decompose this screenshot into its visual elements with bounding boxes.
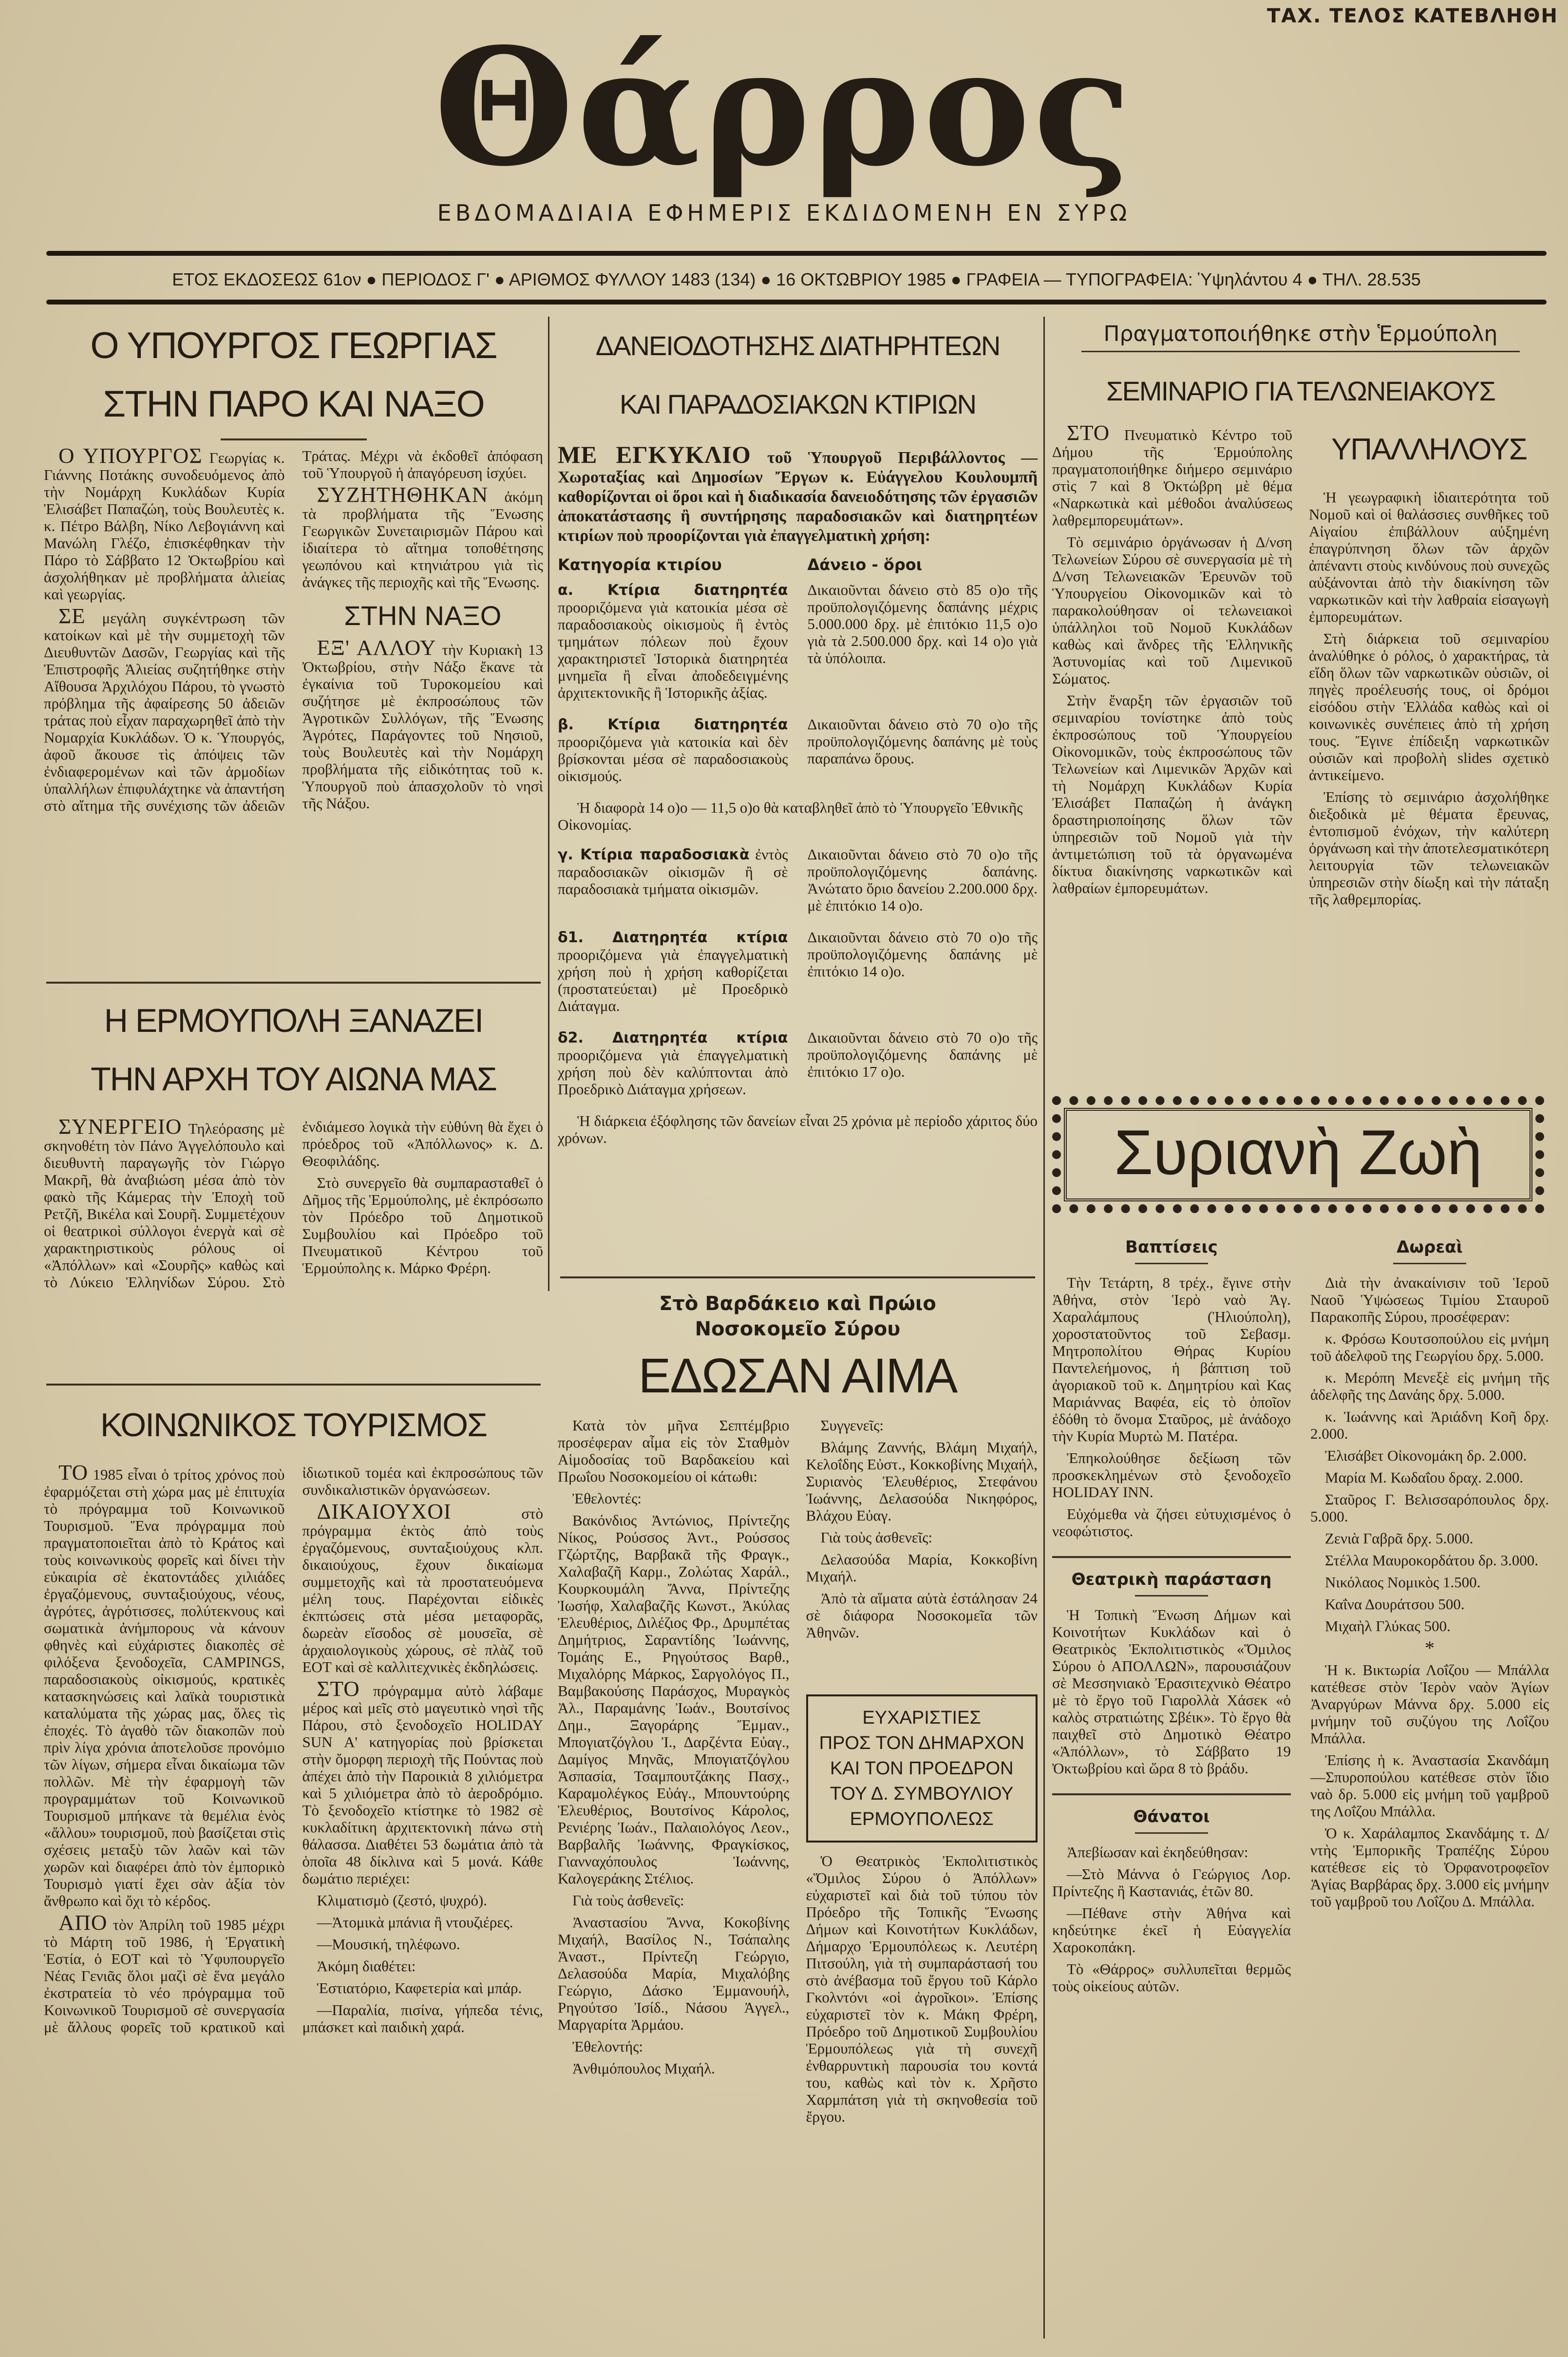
paragraph: Τὸ «Θάρρος» συλλυπεῖται θερμῶς τοὺς οἰκείους αὐτῶν. bbox=[1052, 1960, 1291, 1995]
donations-body bbox=[1310, 1274, 1549, 2336]
thanks-headline-box bbox=[806, 1694, 1038, 1843]
category-label: α. Κτίρια διατηρητέα bbox=[558, 582, 788, 599]
paragraph-text: μεγάλη συγκέντρωση τῶν κατοίκων καὶ μὲ τὴν συμμετοχὴ τῶν Διευθυντῶν Δασῶν, Γεωργίας καὶ τῆς Ἐπιστροφῆς Ἁλιείας συζητήθηκε στὴν Αἴθουσα Ἀρχιλόχου Πάρου, τὸ γνωστὸ πρόβλημα τῆς ἀφαίρεσης 50 ἀδειῶν τράτας ποὺ εἶχαν παραχωρηθεῖ ἀπὸ τὴν Νομαρχία Κυκλάδων. Ὁ κ. Ὑπουργός, ἀφοῦ ἄκουσε τὶς ἀπόψεις τῶν ἐνδιαφερομένων καὶ τῶν ἁρμοδίων ὑπαλλήλων ἐπιφυλάχτηκε νὰ ἀπαντήση στὸ αἴτημα τῆς συνέχισης τῶν ἀδειῶν Τράτας. Μέχρι νὰ ἐκδοθεῖ ἀπόφαση τοῦ Ὑπουργοῦ ἡ ἀπαγόρευση ἰσχύει. bbox=[44, 447, 543, 814]
paragraph: Καΐνα Δουράτσου 500. bbox=[1325, 1596, 1465, 1613]
paragraph: Εὐχόμεθα νὰ ζήσει εὐτυχισμένος ὁ νεοφώτιστος. bbox=[1052, 1505, 1291, 1540]
article-kicker: Στὸ Βαρδάκειο καὶ Πρώιο bbox=[659, 1293, 936, 1315]
table-note: Ἡ διαφορὰ 14 ο)ο — 11,5 ο)ο θὰ καταβληθεῖ ἀπὸ τὸ Ὑπουργεῖο Ἐθνικῆς Οἰκονομίας. bbox=[558, 799, 1023, 833]
paragraph: Νικόλαος Νομικὸς 1.500. bbox=[1325, 1574, 1481, 1591]
article-columns bbox=[558, 1417, 1038, 2333]
paragraph: Ἡ γεωγραφικὴ ἰδιαιτερότητα τοῦ Νομοῦ καὶ οἱ θαλάσσιες συνθῆκες τοῦ Αἰγαίου ἐπιβάλλουν αὐξημένη ἐπαγρύπνηση ὅλων τῶν ἀρχῶν ἀπέναντι στοὺς κινδύνους ποὺ συνεχῶς αὐξάνονται ἀπὸ τὴν διακίνηση τῶν ναρκωτικῶν καὶ τὴν λαθραία εἰσαγωγὴ ἐμπορευμάτων. bbox=[1309, 489, 1549, 625]
paragraph bbox=[44, 447, 285, 603]
paragraph: —Πέθανε στὴν Ἀθήνα καὶ κηδεύτηκε ἐκεῖ ἡ Εὐαγγελία Χαροκοπάκη. bbox=[1052, 1904, 1291, 1956]
paragraph: Ὁ κ. Χαράλαμπος Σκανδάμης τ. Δ/ντὴς Ἐμπορικῆς Τραπέζης Σύρου κατέθεσε εἰς τὸ Ὀρφανοτροφεῖον Ἁγίας Βαρβάρας δρχ. 3.000 εἰς μνήμην τοῦ γαμβροῦ του Λοΐζου Δ. Μπάλλα. bbox=[1310, 1825, 1549, 1910]
paragraph: —Παραλία, πισίνα, γήπεδα τένις, μπάσκετ καὶ παιδικὴ χαρά. bbox=[302, 2001, 543, 2035]
paragraph bbox=[302, 1676, 544, 1887]
paragraph: Ἡ κ. Βικτωρία Λοΐζου — Μπάλλα κατέθεσε στὸν Ἱερὸν ναὸν Ἁγίων Ἀναργύρων Μάννα δρχ. 5.000 εἰς μνήμην τοῦ συζύγου της Λοΐζου Μπάλλα. bbox=[1310, 1661, 1549, 1747]
syros-life-banner bbox=[1052, 1096, 1544, 1213]
article-headline: ΣΕΜΙΝΑΡΙΟ ΓΙΑ ΤΕΛΩΝΕΙΑΚΟΥΣ bbox=[1106, 376, 1495, 406]
divider bbox=[1135, 1595, 1208, 1597]
cell-loan-terms: Δικαιοῦνται δάνειο στὸ 70 ο)ο τῆς προϋπολογιζόμενης δαπάνης. Ἀνώτατο ὅριο δανείου 2.200.000 δρχ. μὲ ἐπιτόκιο 14 ο)ο. bbox=[807, 846, 1038, 914]
paragraph-text: 1985 εἶναι ὁ τρίτος χρόνος ποὺ ἐφαρμόζεται στὴ χώρα μας μὲ ἐπιτυχία τὸ πρόγραμμα τοῦ Κοινωνικοῦ Τουρισμοῦ. Ἕνα πρόγραμμα ποὺ πραγματοποιεῖται ἀπὸ τὸ Κράτος καὶ τοὺς κοινωνικοὺς φορεῖς καὶ δίνει τὴν εὐκαιρία σὲ ἑκατοντάδες χιλιάδες ἐργαζόμενους, συνταξιούχους, νέους, ἀγρότες, ἀγρότισσες, πολύτεκνους καὶ σωματικὰ ἀνήμπορους νὰ κάνουν φθηνὲς καὶ εὐχάριστες διακοπὲς σὲ φιλόξενα ξενοδοχεῖα, CAMPINGS, παραδοσιακοὺς οἰκισμούς, κρατικὲς κατασκηνώσεις καὶ λαϊκὰ τουριστικὰ καταλύματα τῆς χώρας μας, ὅλες τὶς ἐποχές. Τὸ ἀγαθὸ τῶν διακοπῶν ποὺ πρὶν λίγα χρόνια ἀποτελοῦσε προνόμιο τῶν λίγων, σήμερα εἶναι δικαίωμα τῶν πολλῶν. Μὲ τὴν ἐφαρμογὴ τῶν προγραμμάτων τοῦ Κοινωνικοῦ Τουρισμοῦ μπήκανε τὰ θεμέλια ἑνὸς «ἄλλου» τουρισμοῦ, ποὺ βασίζεται στὶς σχέσεις μεταξὺ τῶν λαῶν καὶ τῶν χωρῶν καὶ διαφέρει ἀπὸ τὸν ἐμπορικὸ Τουρισμὸ γιατί ἔχει σὰν ἀξία τὸν ἄνθρωπο καὶ ὄχι τὸ κέρδος. bbox=[44, 1466, 285, 1909]
issue-info-line: ΕΤΟΣ ΕΚΔΟΣΕΩΣ 61ον ● ΠΕΡΙΟΔΟΣ Γ' ● ΑΡΙΘΜΟΣ ΦΥΛΛΟΥ 1483 (134) ● 16 ΟΚΤΩΒΡΙΟΥ 1985 ● ΓΡΑΦΕΙΑ — ΤΥΠΟΓΡΑΦΕΙΑ: Ὑψηλάντου 4 ● ΤΗΛ. 28.535 bbox=[172, 269, 1421, 289]
donations-notes bbox=[1310, 1661, 1549, 1910]
thanks-headline: ΕΡΜΟΥΠΟΛΕΩΣ bbox=[850, 1809, 994, 1829]
paragraph: Ἐθελοντές: bbox=[572, 1490, 642, 1507]
lead-words: ΜΕ ΕΓΚΥΚΛΙΟ bbox=[558, 441, 751, 468]
paragraph: Συγγενεῖς: bbox=[820, 1417, 884, 1434]
paragraph: Σταῦρος Γ. Βελισσαρόπουλος δρχ. 5.000. bbox=[1310, 1491, 1549, 1525]
cell-loan-terms: Δικαιοῦνται δάνειο στὸ 70 ο)ο τῆς προϋπολογιζόμενης δαπάνης μὲ ἐπιτόκιο 14 ο)ο. bbox=[807, 929, 1038, 980]
cell-category bbox=[558, 716, 788, 784]
paragraph bbox=[44, 1464, 285, 1909]
article-side bbox=[806, 1417, 1038, 2333]
category-label: δ1. Διατηρητέα κτίρια bbox=[558, 929, 788, 946]
paragraph: κ. Ἰωάννης καὶ Ἀριάδνη Κοῆ δρχ. 2.000. bbox=[1310, 1408, 1549, 1442]
paragraph: κ. Μερόπη Μενεξὲ εἰς μνήμη τῆς ἀδελφῆς της Δανάης δρχ. 5.000. bbox=[1310, 1369, 1549, 1403]
masthead-subtitle: ΕΒΔΟΜΑΔΙΑΙΑ ΕΦΗΜΕΡΙΣ ΕΚΔΙΔΟΜΕΝΗ ΕΝ ΣΥΡΩ bbox=[437, 200, 1131, 226]
divider bbox=[1135, 1263, 1208, 1264]
lead-words: Ο ΥΠΟΥΡΓΟΣ bbox=[58, 447, 203, 468]
thanks-headline: ΕΥΧΑΡΙΣΤΙΕΣ bbox=[862, 1708, 981, 1728]
paragraph: Ἀπὸ τὰ αἵματα αὐτὰ ἐστάλησαν 24 σὲ διάφορα Νοσοκομεῖα τῶν Ἀθηνῶν. bbox=[806, 1590, 1038, 1641]
paragraph: Βλάμης Ζαννής, Βλάμη Μιχαήλ, Κελοΐδης Εὐστ., Κοκκοβίνης Μιχαήλ, Συριανὸς Ἐλευθέριος, Στεφάνου Ἰωάννης, Δελασούδα Νικηφόρος, Βλάχου Εὐαγ. bbox=[806, 1439, 1038, 1524]
paragraph-text: τὸν Ἀπρίλη τοῦ 1985 μέχρι τὸ Μάρτη τοῦ 1986, ἡ Ἐργατικὴ Ἑστία, ὁ ΕΟΤ καὶ τὸ Ὑφυπουργεῖο Νέας Γενιᾶς ὅλοι μαζὶ σὲ ἕνα μεγάλο ἐκστρατεία τὸ νέο πρόγραμμα τοῦ Κοινωνικοῦ Τουρισμοῦ σὲ συνεργασία μὲ ἄλλους φορεῖς τοῦ κρατικοῦ καὶ ἰδιωτικοῦ τομέα καὶ ἐκπροσώπους τῶν συνδικαλιστικῶν ὀργανώσεων. bbox=[44, 1464, 543, 2035]
cell-category bbox=[558, 929, 788, 1014]
thanks-headline: ΤΟΥ Δ. ΣΥΜΒΟΥΛΙΟΥ bbox=[830, 1784, 1014, 1804]
section-heading: Δωρεαὶ bbox=[1397, 1237, 1463, 1257]
category-label: β. Κτίρια διατηρητέα bbox=[558, 716, 788, 733]
column-header-category: Κατηγορία κτιρίου bbox=[558, 555, 722, 574]
article-body bbox=[806, 1417, 1038, 1690]
cell-loan-terms: Δικαιοῦνται δάνειο στὸ 70 ο)ο τῆς προϋπολογιζόμενης δαπάνης μὲ ἐπιτόκιο 17 ο)ο. bbox=[807, 1029, 1038, 1080]
paragraph: —Μουσική, τηλέφωνο. bbox=[317, 1936, 460, 1953]
table-row bbox=[558, 846, 1038, 914]
paragraph-text: ἀκόμη τὰ προβλήματα τῆς Ἕνωσης Γεωργικῶν Συνεταιρισμῶν Πάρου καὶ ἰδιαίτερα τὸ αἴτημα τοποθέτησης γεωπόνου καὶ κτηνιάτρου γιὰ τὶς ἀνάγκες τῆς περιοχῆς καὶ τῆς Ἕνωσης. bbox=[302, 488, 543, 590]
paragraph: Γιὰ τοὺς ἀσθενεῖς: bbox=[820, 1529, 933, 1546]
paragraph: Στέλλα Μαυροκορδάτου δρ. 3.000. bbox=[1325, 1552, 1539, 1569]
cell-category bbox=[558, 581, 788, 701]
category-label: γ. Κτίρια παραδοσιακὰ bbox=[558, 846, 750, 863]
paragraph: Ἐθελοντής: bbox=[572, 2038, 643, 2055]
article-body bbox=[1052, 424, 1292, 1126]
donations-list bbox=[1310, 1330, 1549, 1635]
article-loans bbox=[558, 317, 1038, 1146]
paragraph-text: Γεωργίας κ. Γιάννης Ποτάκης συνοδευόμενος ἀπὸ τὴν Νομάρχη Κυκλάδων Κυρία Ἐλισάβετ Παπαζώη, τοὺς Βουλευτὲς κ. κ. Πέτρο Βάλβη, Νίκο Λεβογιάννη καὶ Μανώλη Γλέζο, ἐπισκέφθηκαν τὴν Πάρο τὸ Σάββατο 12 Ὀκτωβρίου καὶ ἀσχολήθηκαν μὲ προβλήματα ἁλιείας καὶ γεωργίας. bbox=[44, 449, 285, 603]
article-columns bbox=[1052, 420, 1549, 1126]
lead-words: ΕΞ' ΑΛΛΟΥ bbox=[317, 635, 436, 660]
article-kicker: Νοσοκομεῖο Σύρου bbox=[695, 1318, 901, 1340]
article-body bbox=[558, 1417, 790, 2333]
article-headline: ΚΑΙ ΠΑΡΑΔΟΣΙΑΚΩΝ ΚΤΙΡΙΩΝ bbox=[619, 389, 976, 419]
article-customs-seminar bbox=[1052, 317, 1549, 1126]
paragraph: Στὸ συνεργεῖο θὰ συμπαρασταθεῖ ὁ Δῆμος τῆς Ἑρμούπολης, μὲ ἐκπρόσωπο τὸν Πρόεδρο τοῦ Δημοτικοῦ Συμβουλίου καὶ Πρόεδρο τοῦ Πνευματικοῦ Κέντρου τοῦ Ἑρμούπολης κ. Μάρκο Φρέρη. bbox=[302, 1174, 543, 1276]
paragraph: Στὴ διάρκεια τοῦ σεμιναρίου ἀναλύθηκε ὁ ρόλος, ὁ χαρακτήρας, τὰ εἴδη ὅλων τῶν ναρκωτικῶν οὐσιῶν, οἱ πηγὲς προέλευσής τους, οἱ δρόμοι εἰσόδου στὴν Ἑλλάδα καθὼς καὶ οἱ κοινωνικὲς συνέπειες ἀπὸ τὴ χρήση τους. Ἔγινε ἐπίδειξη ναρκωτικῶν οὐσιῶν καὶ προβολὴ slides σχετικὸ ἀντικείμενο. bbox=[1309, 630, 1549, 783]
paragraph: Ἐλισάβετ Οἰκονομάκη δρ. 2.000. bbox=[1325, 1447, 1527, 1464]
category-desc: προοριζόμενα γιὰ ἐπαγγελματικὴ χρήση ποὺ ἡ χρήση καθορίζεται (προστατεύεται) μὲ Προεδρικὸ Διάταγμα. bbox=[558, 946, 788, 1014]
table-row bbox=[558, 929, 1038, 1014]
cell-category bbox=[558, 846, 788, 914]
article-body bbox=[1309, 489, 1549, 1122]
baptisms-body bbox=[1052, 1274, 1291, 1544]
article-body bbox=[44, 1464, 543, 2351]
paragraph: Ἀνθιμόπουλος Μιχαήλ. bbox=[572, 2060, 715, 2077]
paragraph: Ἡ Τοπικὴ Ἕνωση Δήμων καὶ Κοινοτήτων Κυκλάδων καὶ ὁ Θεατρικὸς Ἐκπολιτιστικὸς «Ὅμιλος Σύρου ὁ ΑΠΟΛΛΩΝ», παρουσιάζουν σὲ Μεσσηνιακὸ Ἐρασιτεχνικὸ Θέατρο μὲ τὸ ἔργο τοῦ Γιαρολλὰ Χάσεκ «ὁ καλὸς στρατιώτης Σβέικ». Τὸ ἔργο θὰ παιχθεῖ στὸ Δημοτικὸ Θέατρο «Ἀπόλλων», τὸ Σάββατο 19 Ὀκτωβρίου καὶ ὥρα 8 τὸ βράδυ. bbox=[1052, 1606, 1291, 1777]
paragraph-text: τὴν Κυριακὴ 13 Ὀκτωβρίου, στὴν Νάξο ἔκανε τὰ ἐγκαίνια τοῦ Τυροκομείου καὶ συζήτησε μὲ ἐκπροσώπους τῶν Ἀγροτικῶν Συλλόγων, τῆς Ἕνωσης Ἀγρότες, Παράγοντες τοῦ Νησιοῦ, τοὺς Βουλευτὲς καὶ τὴν Νομάρχη προβλήματα τῆς εἰδικότητας τοῦ κ. Ὑπουργοῦ ποὺ ἀπασχολοῦν τὸ νησὶ τῆς Νάξου. bbox=[302, 641, 543, 812]
paragraph-text: στὸ πρόγραμμα ἐκτὸς ἀπὸ τοὺς ἐργαζόμενους, συνταξιούχους κλπ. δικαιούχους, ἔχουν δικαίωμα συμμετοχῆς καὶ τὰ προστατευόμενα μέλη τους. Παρέχονται εἰδικὲς ἐκπτώσεις στὰ μέσα μεταφορᾶς, δωρεὰν εἴσοδος σὲ μουσεῖα, σὲ ἀρχαιολογικοὺς χώρους, σὲ πλὰζ τοῦ ΕΟΤ καὶ σὲ καλλιτεχνικὲς ἐκδηλώσεις. bbox=[302, 1505, 543, 1675]
lead-words: ΣΥΖΗΤΗΘΗΚΑΝ bbox=[317, 482, 489, 507]
column-divider bbox=[548, 317, 549, 1291]
masthead-title: Θάρρος bbox=[434, 13, 1134, 202]
paragraph bbox=[302, 1499, 544, 1675]
paragraph-text: Πνευματικὸ Κέντρο τοῦ Δήμου τῆς Ἑρμούπολης πραγματοποιήθηκε διήμερο σεμινάριο στὶς 7 καὶ 8 Ὀκτώβρη μὲ θέμα «Ναρκωτικὰ καὶ μέθοδοι ἀναλύσεως λαθρεμπορευμάτων». bbox=[1052, 426, 1292, 529]
column-divider bbox=[1043, 317, 1045, 2338]
paragraph: Κλιματισμὸ (ζεστό, ψυχρό). bbox=[317, 1892, 488, 1909]
intro-text: τοῦ Ὑπουργοῦ Περιβάλλοντος — Χωροταξίας καὶ Δημοσίων Ἔργων κ. Εὐάγγελου Κουλουμπῆ καθορίζονται οἱ ὅροι καὶ ἡ διαδικασία δανειοδότησης τῶν ἐργασιῶν ἀποκατάστασης ἢ συντήρησης παραδοσιακῶν καὶ διατηρητέων κτιρίων ποὺ προορίζονται γιὰ ἐπαγγελματικὴ χρήση: bbox=[558, 449, 1038, 545]
postage-paid-notice: ΤΑΧ. ΤΕΛΟΣ ΚΑΤΕΒΛΗΘΗ bbox=[1267, 5, 1558, 27]
cell-loan-terms: Δικαιοῦνται δάνειο στὸ 85 ο)ο τῆς προϋπολογιζόμενης δαπάνης μέχρις 5.000.000 δρχ. μὲ ἐπιτόκιο 11,5 ο)ο γιὰ τὰ 2.500.000 δρχ. καὶ 14 ο)ο γιὰ τὰ ὑπόλοιπα. bbox=[807, 581, 1038, 666]
article-headline: ΥΠΑΛΛΗΛΟΥΣ bbox=[1331, 433, 1527, 466]
paragraph: Ἐπίσης ἡ κ. Ἀναστασία Σκανδάμη—Σπυροπούλου κατέθεσε στὸν ἴδιο ναὸ δρ. 5.000 εἰς μνήμη τοῦ γαμβροῦ της Λοΐζου Μπάλλα. bbox=[1310, 1751, 1549, 1820]
table-row bbox=[558, 716, 1038, 784]
masthead-rule-top bbox=[46, 251, 1547, 256]
category-desc: προοριζόμενα γιὰ κατοικία μέσα σὲ παραδοσιακοὺς οἰκισμοὺς ἢ ἐντὸς τμημάτων πόλεων ποὺ ἔχουν χαρακτηριστεῖ Ἱστορικὰ διατηρητέα μνημεῖα ἢ εἶναι ἀποδεδειγμένης ἀρχιτεκτονικῆς ἢ Ἱστορικῆς ἀξίας. bbox=[558, 599, 788, 701]
article-blood-donation bbox=[558, 1291, 1038, 2333]
divider bbox=[46, 1384, 541, 1386]
paragraph bbox=[1052, 424, 1292, 529]
lead-words: ΑΠΟ bbox=[58, 1910, 108, 1935]
paragraph: —Ἀτομικὰ μπάνια ἢ ντουζιέρες. bbox=[317, 1914, 513, 1931]
article-headline: ΚΟΙΝΩΝΙΚΟΣ ΤΟΥΡΙΣΜΟΣ bbox=[100, 1407, 487, 1444]
thanks-headline: ΚΑΙ ΤΟΝ ΠΡΟΕΔΡΟΝ bbox=[830, 1758, 1014, 1779]
paragraph: Ἐπίσης τὸ σεμινάριο ἀσχολήθηκε διεξοδικὰ μὲ θέματα ἔρευνας, ἐντοπισμοῦ ἐνόχων, τὴν καλύτερη ὀργάνωση καὶ τὴν ἀποτελεσματικότερη λειτουργία τῶν τελωνειακῶν ὑπηρεσιῶν στὴν δίωξη καὶ τὴν πάταξη τῆς λαθρεμπορίας. bbox=[1309, 788, 1549, 908]
paragraph: Ζενιὰ Γαβρᾶ δρχ. 5.000. bbox=[1325, 1530, 1474, 1547]
article-headline: ΕΔΩΣΑΝ ΑΙΜΑ bbox=[638, 1349, 957, 1403]
lead-words: ΣΥΝΕΡΓΕΙΟ bbox=[58, 1118, 182, 1139]
divider bbox=[1052, 1793, 1291, 1795]
paragraph: Ἀναστασίου Ἄννα, Κοκοβίνης Μιχαήλ, Βασίλος Ν., Τσάπαλης Ἀναστ., Πρίντεζη Γεώργιο, Δελασούδα Μαρία, Μιχαλόβης Γεώργιο, Δάσκο Ἐμμανουήλ, Ρηγούτσο Ἰσίδ., Νάσου Ἀγγελ., Μαργαρίτα Ἀρμάου. bbox=[558, 1914, 790, 2033]
paragraph: Δελασούδα Μαρία, Κοκκοβίνη Μιχαήλ. bbox=[806, 1551, 1038, 1585]
paragraph: κ. Φρόσω Κουτσοπούλου εἰς μνήμη τοῦ ἀδελφοῦ της Γεωργίου δρχ. 5.000. bbox=[1310, 1330, 1549, 1364]
article-intro bbox=[558, 441, 1038, 546]
article-headline: ΔΑΝΕΙΟΔΟΤΗΣΗΣ ΔΙΑΤΗΡΗΤΕΩΝ bbox=[595, 330, 1000, 361]
paragraph: Μαρία Μ. Κωδαΐου δραχ. 2.000. bbox=[1325, 1469, 1524, 1486]
paragraph: Στὴν ἔναρξη τῶν ἐργασιῶν τοῦ σεμιναρίου τονίστηκε ἀπὸ τοὺς ἐκπροσώπους τοῦ Ὑπουργείου Οἰκονομικῶν, τοὺς ἐκπροσώπους τῶν Τελωνείων καὶ Λιμενικῶν Ἀρχῶν καὶ τὴ Νομάρχη Κυκλάδων Κυρία Ἐλισάβετ Παπαζώη ἡ ἀνάγκη δραστηριοποίησης ὅλων τῶν ὑπηρεσιῶν τοῦ Νομοῦ γιὰ τὴν ἀντιμετώπιση τοῦ τὰ ὀργανωμένα δίκτυα διακίνησης ναρκωτικῶν καὶ λαθραίων ἐμπορευμάτων. bbox=[1052, 692, 1292, 896]
table-header bbox=[558, 556, 1038, 573]
article-side bbox=[1309, 420, 1549, 1126]
column-header-loan: Δάνειο - ὅροι bbox=[807, 555, 923, 574]
article-headline: Ο ΥΠΟΥΡΓΟΣ ΓΕΩΡΓΙΑΣ bbox=[90, 325, 497, 366]
divider bbox=[1052, 1556, 1291, 1558]
subheading: ΣΤΗΝ ΝΑΞΟ bbox=[344, 600, 502, 631]
category-desc: προοριζόμενα γιὰ ἐπαγγελματικὴ χρήση ποὺ δὲν καλύπτονται ἀπὸ Προεδρικὸ Διάταγμα χρήσεων. bbox=[558, 1046, 788, 1098]
lead-words: ΤΟ bbox=[58, 1464, 89, 1484]
cell-category bbox=[558, 1029, 788, 1098]
article-body bbox=[44, 447, 543, 978]
paragraph bbox=[302, 482, 544, 590]
syros-life-left bbox=[1052, 1237, 1291, 2336]
section-heading: Θάνατοι bbox=[1133, 1807, 1210, 1826]
lead-words: ΣΤΟ bbox=[1067, 424, 1110, 445]
article-headline: ΤΗΝ ΑΡΧΗ ΤΟΥ ΑΙΩΝΑ ΜΑΣ bbox=[91, 1061, 496, 1098]
paragraph: Ἀπεβίωσαν καὶ ἐκηδεύθησαν: bbox=[1067, 1844, 1248, 1861]
syros-life-section bbox=[1052, 1237, 1549, 2336]
table-body bbox=[558, 581, 1038, 1098]
divider bbox=[46, 982, 541, 984]
divider bbox=[1135, 1832, 1208, 1834]
category-label: δ2. Διατηρητέα κτίρια bbox=[558, 1029, 788, 1046]
thanks-headline: ΠΡΟΣ ΤΟΝ ΔΗΜΑΡΧΟΝ bbox=[819, 1733, 1024, 1753]
lead-words: ΔΙΚΑΙΟΥΧΟΙ bbox=[317, 1499, 452, 1523]
paragraph: Ὁ Θεατρικὸς Ἐκπολιτιστικὸς «Ὅμιλος Σύρου ὁ Ἀπόλλων» εὐχαριστεῖ καὶ διὰ τοῦ τύπου τὸν Πρόεδρο τῆς Τοπικῆς Ἕνωσης Δήμων καὶ Κοινοτήτων Κυκλάδων, Δήμαρχο Ἑρμουπόλεως κ. Λευτέρη Πιτσούλη, γιὰ τὴ συμπαράστασή του στὸ ἀνέβασμα τοῦ ἔργου τοῦ Κάρλο Γκολντόνι «οἱ ἀγροῖκοι». Ἐπίσης εὐχαριστεῖ τὸν κ. Μάκη Φρέρη, Πρόεδρο τοῦ Δημοτικοῦ Συμβουλίου Ἑρμουπόλεως γιὰ τὴ συνεχῆ ἐνθαρρυντικὴ παρουσία του κοντά του, καθὼς καὶ τὸν κ. Χρῆστο Χαρμπάτση γιὰ τὴ σκηνοθεσία τοῦ ἔργου. bbox=[806, 1852, 1038, 2125]
cell-loan-terms: Δικαιοῦνται δάνειο στὸ 70 ο)ο τῆς προϋπολογιζόμενης δαπάνης μὲ τοὺς παραπάνω ὅρους. bbox=[807, 716, 1038, 767]
paragraph: Βακόνδιος Ἀντώνιος, Πρίντεζης Νίκος, Ρούσσος Ἀντ., Ρούσσος Γζώρτζης, Βαρβακᾶ τῆς Φραγκ., Χαλαβαζῆ Καρμ., Ζολώτας Χαράλ., Κουρκουμάλη Ἄννα, Πρίντεζης Ἰωσήφ, Χαλαβαζῆς Κωνστ., Ἀκύλας Ἐλευθέριος, Διλέζιος Φρ., Δρυμπέτας Δημήτριος, Σαραντίδης Ἰωάννης, Τομάης Ε., Ρηγούτσος Βαρθ., Μιχαλόρης Μάρκος, Σαργολόγος Π., Βαμβακούσης Παράσχος, Μυραγκὸς Ἀλ., Παραμάνης Ἰωάν., Βουτσίνος Δημ., Ξαγοράρης Ἔμμαν., Μπογιατζόγλου Ἰ., Δαρζέντα Εὐαγ., Δαμίγος Μηνᾶς, Μπογιατζόγλου Ἀσπασία, Τσαμπουτζάκης Πασχ., Καραμολέγκος Εὐάγ., Μπουντούρης Ἐλευθέριος, Βουτσίνος Κάρολος, Ρενιέρης Ἰωάν., Παλαιολόγος Λεον., Βαρβαλῆς Ἰωάννης, Φραγκίσκος, Γιανναχόπουλος Ἰωάννης, Καλογεράκης Στέλιος. bbox=[558, 1512, 790, 1887]
paragraph: Ἀκόμη διαθέτει: bbox=[317, 1958, 416, 1975]
paragraph-text: Τηλεόρασης μὲ σκηνοθέτη τὸν Πάνο Ἀγγελόπουλο καὶ διευθυντὴ παραγωγῆς τὸν Γιώργο Μακρῆ, θὰ ἀναβιώση μέσα ἀπὸ τὸν φακὸ τῆς Κάμερας τὴν Ἐποχὴ τοῦ Ρετζῆ, Βικέλα καὶ Σουρῆ. Συμμετέχουν οἱ θεατρικοὶ σύλλογοι ἐνεργὰ καὶ σὲ χαρακτηριστικοὺς ρόλους οἱ «Ἀπόλλων» καὶ «Σουρῆς» καθὼς καὶ τὸ Λύκειο Ἑλληνίδων Σύρου. Στὸ ἐνδιάμεσο λογικὰ τὴν εὐθύνη θὰ ἔχει ὁ πρόεδρος τοῦ «Ἀπόλλωνος» κ. Δ. Θεοφιλάδης. bbox=[44, 1118, 543, 1291]
article-social-tourism bbox=[44, 1396, 543, 2351]
lead-words: ΣΕ bbox=[58, 604, 86, 628]
paragraph: Τὸ σεμινάριο ὀργάνωσαν ἡ Δ/νση Τελωνείων Σύρου σὲ συνεργασία μὲ τὴ Δ/νση Τελωνειακῶν Ἐρευνῶν τοῦ Ὑπουργείου Οἰκονομικῶν καὶ τὸ παρακολούθησαν οἱ τελωνειακοὶ ὑπάλληλοι τοῦ Νομοῦ Κυκλάδων καθὼς καὶ ἄνδρες τῆς Ἑλληνικῆς Ἀστυνομίας καὶ τοῦ Λιμενικοῦ Σώματος. bbox=[1052, 533, 1292, 687]
deaths-body bbox=[1052, 1844, 1291, 1999]
article-minister bbox=[44, 317, 543, 978]
article-footer: Ἡ διάρκεια ἐξόφλησης τῶν δανείων εἶναι 25 χρόνια μὲ περίοδο χάριτος δύο χρόνων. bbox=[558, 1112, 1038, 1146]
thanks-body bbox=[806, 1852, 1038, 2281]
table-row bbox=[558, 1029, 1038, 1098]
masthead-rule-bottom bbox=[46, 300, 1547, 304]
lead-words: ΣΤΟ bbox=[317, 1676, 360, 1701]
section-title: Συριανὴ Ζωὴ bbox=[1114, 1117, 1483, 1188]
category-desc: ἐντὸς παραδοσιακῶν οἰκισμῶν ἢ σὲ παραδοσιακὰ τμήματα οἰκισμῶν. bbox=[558, 846, 788, 897]
paragraph-text: πρόγραμμα αὐτὸ λάβαμε μέρος καὶ μεῖς στὸ μαγευτικὸ νησὶ τῆς Πάρου, στὸ ξενοδοχεῖο HOLIDAY SUN Α' κατηγορίας ποὺ βρίσκεται στὴν ὄμορφη περιοχὴ τῆς Πούντας ποὺ ἀπέχει ἀπὸ τὴν Παροικιὰ 8 χιλιόμετρα καὶ 5 χιλιόμετρα ἀπὸ τὸ ἀεροδρόμιο. Τὸ ξενοδοχεῖο κτίστηκε τὸ 1982 σὲ κυκλαδίτικη ἀρχιτεκτονικὴ πάνω στὴ θάλασσα. Διαθέτει 53 δωμάτια ἀπὸ τὰ ὁποῖα 48 δίκλινα καὶ 5 μονά. Κάθε δωμάτιο περιέχει: bbox=[302, 1682, 543, 1887]
paragraph: —Στὸ Μάννα ὁ Γεώργιος Λορ. Πρίντεζης ἢ Καστανιάς, ἐτῶν 80. bbox=[1052, 1865, 1291, 1900]
article-kicker: Πραγματοποιήθηκε στὴν Ἑρμούπολη bbox=[1081, 322, 1520, 352]
theatre-body bbox=[1052, 1606, 1291, 1782]
paragraph: Γιὰ τοὺς ἀσθενεῖς: bbox=[572, 1892, 684, 1909]
article-body bbox=[44, 1118, 543, 1381]
syros-life-right bbox=[1310, 1237, 1549, 2336]
donations-intro: Διὰ τὴν ἀνακαίνισιν τοῦ Ἱεροῦ Ναοῦ Ὑψώσεως Τιμίου Σταυροῦ Παρακοπῆς Σύρου, προσέφεραν: bbox=[1310, 1274, 1549, 1325]
divider bbox=[221, 438, 367, 440]
separator-star: * bbox=[1425, 1637, 1435, 1659]
paragraph: Ἐπηκολούθησε δεξίωση τῶν προσκεκλημένων στὸ ξενοδοχεῖο HOLIDAY INN. bbox=[1052, 1449, 1291, 1501]
article-headline: ΣΤΗΝ ΠΑΡΟ ΚΑΙ ΝΑΞΟ bbox=[103, 383, 484, 425]
paragraph: Κατὰ τὸν μῆνα Σεπτέμβριο προσέφεραν αἷμα εἰς τὸν Σταθμὸν Αἱμοδοσίας τοῦ Βαρδακείου καὶ Πρωΐου Νοσοκομείου οἱ κάτωθι: bbox=[558, 1417, 790, 1485]
paragraph: Ἑστιατόριο, Καφετερία καὶ μπάρ. bbox=[317, 1979, 522, 1996]
section-heading: Θεατρικὴ παράσταση bbox=[1071, 1570, 1272, 1589]
section-heading: Βαπτίσεις bbox=[1125, 1237, 1218, 1257]
table-row bbox=[558, 581, 1038, 701]
paragraph: Τὴν Τετάρτη, 8 τρέχ., ἔγινε στὴν Ἀθήνα, στὸν Ἱερὸ ναὸ Ἁγ. Χαραλάμπους (Ἡλιούπολη), χοροστατοῦντος τοῦ Σεβασμ. Μητροπολίτου Θήρας Κυρίου Παντελεήμονος, ἡ βάπτιση τοῦ ἀγοριακοῦ τοῦ κ. Δημητρίου καὶ Κας Μαριάννας Βαφέα, εἰς τὸ ὁποῖον ἐδόθη τὸ ὄνομα Σταῦρος, μὲ ἀνάδοχο τὴν Κυρία Μυρτὼ Μ. Πατέρα. bbox=[1052, 1274, 1291, 1445]
paragraph bbox=[302, 635, 544, 812]
paragraph: Μιχαὴλ Γλύκας 500. bbox=[1325, 1617, 1451, 1635]
loan-terms-table bbox=[558, 556, 1038, 1098]
article-ermoupoli bbox=[44, 991, 543, 1381]
divider bbox=[560, 1276, 1035, 1278]
article-headline: Η ΕΡΜΟΥΠΟΛΗ ΞΑΝΑΖΕΙ bbox=[104, 1002, 483, 1039]
divider bbox=[1393, 1263, 1466, 1264]
category-desc: προοριζόμενα γιὰ κατοικία καὶ δὲν βρίσκονται μέσα σὲ παραδοσιακοὺς οἰκισμούς. bbox=[558, 733, 788, 784]
